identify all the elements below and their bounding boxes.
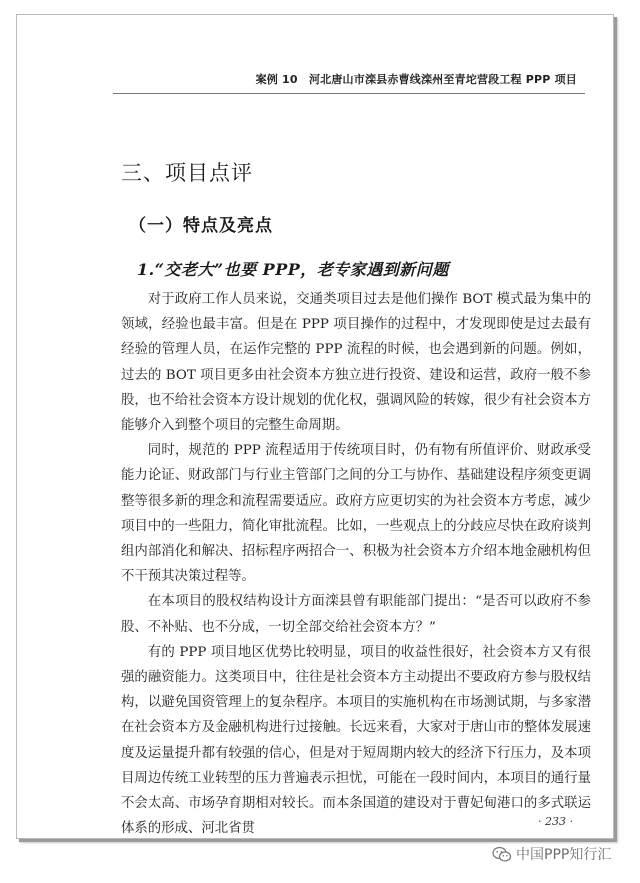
running-header: 案例 10 河北唐山市滦县赤曹线滦州至青坨营段工程 PPP 项目	[255, 73, 577, 86]
item-heading: 1.“交老大”也要 PPP，老专家遇到新问题	[137, 260, 449, 279]
section-heading: 三、项目点评	[121, 161, 253, 185]
subsection-heading: （一）特点及亮点	[129, 216, 273, 236]
paragraph: 同时，规范的 PPP 流程适用于传统项目时，仍有物有所值评价、财政承受能力论证、财政部门与行业主管部门之间的分工与协作、基础建设程序须变更调整等很多新的理念和流程需要适应。政府方应更切实的为社会资本方考虑，减少项目中的一些阻力，简化审批流程。比如，一些观点上的分歧应尽快在政府谈判组内部消化和解决、招标程序两招合一、积极为社会资本方介绍本地金融机构但不干预其决策过程等。	[121, 443, 591, 585]
paragraph: 有的 PPP 项目地区优势比较明显，项目的收益性很好，社会资本方又有很强的融资能力。这类项目中，往往是社会资本方主动提出不要政府方参与股权结构，以避免国资管理上的复杂程序。本项目的实施机构在市场测试期，与多家潜在社会资本方及金融机构进行过接触。长远来看，大家对于唐山市的整体发展速度及运量提升都有较强的信心，但是对于短周期内较大的经济下行压力，及本项目周边传统工业转型的压力普遍表示担忧，可能在一段时间内，本项目的通行量不会太高、市场孕育期相对较长。而本条国道的建设对于曹妃甸港口的多式联运体系的形成、河北省贯	[121, 644, 591, 837]
header-rule	[113, 93, 585, 94]
wechat-icon	[492, 846, 512, 863]
book-page	[16, 14, 614, 839]
paragraph: 对于政府工作人员来说，交通类项目过去是他们操作 BOT 模式最为集中的领域，经验也最丰富。但是在 PPP 项目操作的过程中，才发现即使是过去最有经验的管理人员，在运作完整的 PPP 流程的时候，也会遇到新的问题。例如，过去的 BOT 项目更多由社会资本方独立进行投资、建设和运营，政府一般不参股，也不给社会资本方设计规划的优化权，强调风险的转嫁，很少有社会资本方能够介入到整个项目的完整生命周期。	[121, 292, 591, 434]
page-number: · 233 ·	[538, 815, 573, 828]
paragraph: 在本项目的股权结构设计方面滦县曾有职能部门提出：“是否可以政府不参股、不补贴、也不分成，一切全部交给社会资本方？”	[121, 594, 591, 635]
watermark-text: 中国PPP知行汇	[516, 847, 612, 863]
body-text	[121, 287, 591, 841]
watermark	[492, 844, 611, 864]
